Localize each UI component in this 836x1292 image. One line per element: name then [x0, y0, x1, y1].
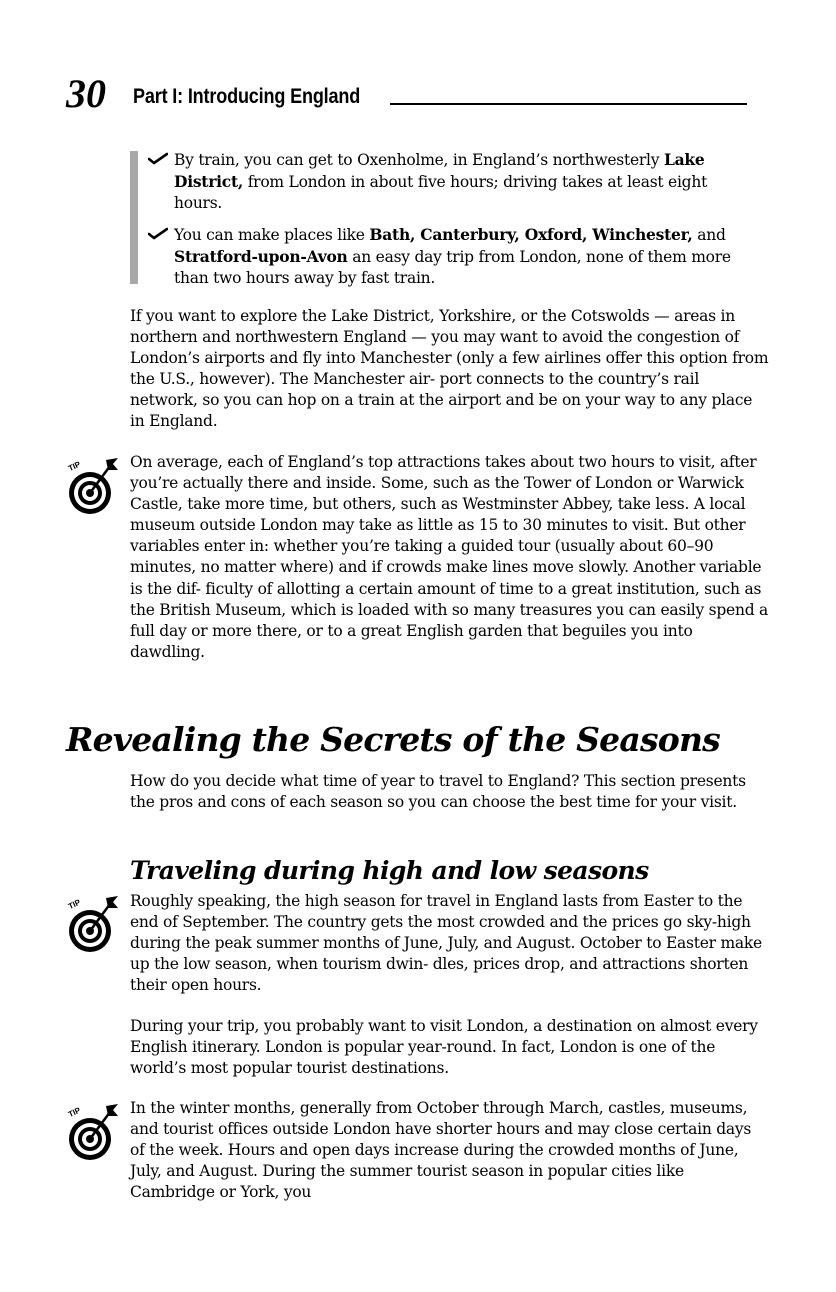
tip-paragraph-attractions: On average, each of England’s top attractions takes about two hours to visit, after you’re actually there and inside. Some, such as the Tower of London or Warwick Castle, take more time, but others, such as Westminster Abbey, take less. A local museum outside London may take as little as 15 to 30 minutes to visit. But other variables enter in: whether you’re taking a guided tour (usually about 60–90 minutes, no matter where) and if crowds make lines move slowly. Another variable is the dif- ficulty of allotting a certain amount of time to a great institution, such as the British Museum, which is loaded with so many treasures you can easily spend a full day or more there, or to a great English garden that beguiles you into dawdling. [130, 453, 769, 661]
check-icon [148, 152, 168, 166]
running-title: Part I: Introducing England [133, 85, 361, 108]
svg-text:TIP: TIP [66, 1105, 82, 1120]
paragraph-london: During your trip, you probably want to visit London, a destination on almost every English itinerary. London is popular year-round. In fact, London is one of the world’s most popular tourist destinations. [130, 1017, 758, 1078]
check-icon [148, 227, 168, 241]
tip-paragraph-high-season: Roughly speaking, the high season for travel in England lasts from Easter to the end of September. The country gets the most crowded and the prices go sky-high during the peak summer months of June, July, and August. October to Easter make up the low season, when tourism dwin- dles, prices drop, and attractions shorten their open hours. [130, 892, 762, 995]
page-number: 30 [66, 71, 106, 116]
header-rule [390, 103, 747, 105]
svg-text:TIP: TIP [66, 459, 82, 474]
bullet-text: By train, you can get to Oxenholme, in England’s northwesterly Lake District, from London in about five hours; driving takes at least eight hours. [174, 150, 708, 213]
section-title: Revealing the Secrets of the Seasons [66, 720, 720, 759]
subsection-title: Traveling during high and low seasons [130, 856, 649, 885]
tip-target-icon [66, 456, 120, 516]
section-intro: How do you decide what time of year to travel to England? This section presents the pros and cons of each season so you can choose the best time for your visit. [130, 772, 746, 812]
tip-target-icon [66, 1102, 120, 1162]
tip-target-icon [66, 894, 120, 954]
bullet-text: You can make places like Bath, Canterbury, Oxford, Winchester, and Stratford-upon-Avon an easy day trip from London, none of them more than two hours away by fast train. [174, 225, 731, 288]
svg-text:TIP: TIP [66, 897, 82, 912]
bullet-item-day-trips [148, 224, 748, 289]
paragraph-manchester: If you want to explore the Lake District, Yorkshire, or the Cotswolds — areas in northern and northwestern England — you may want to avoid the congestion of London’s airports and fly into Manchester (only a few airlines offer this option from the U.S., however). The Manchester air- port connects to the country’s rail network, so you can hop on a train at the airport and be on your way to any place in England. [130, 307, 769, 431]
bullet-side-bar [130, 151, 138, 284]
tip-paragraph-winter: In the winter months, generally from October through March, castles, museums, and tourist offices outside London have shorter hours and may close certain days of the week. Hours and open days increase during the crowded months of June, July, and August. During the summer tourist season in popular cities like Cambridge or York, you [130, 1099, 752, 1202]
bullet-item-train [148, 149, 748, 214]
